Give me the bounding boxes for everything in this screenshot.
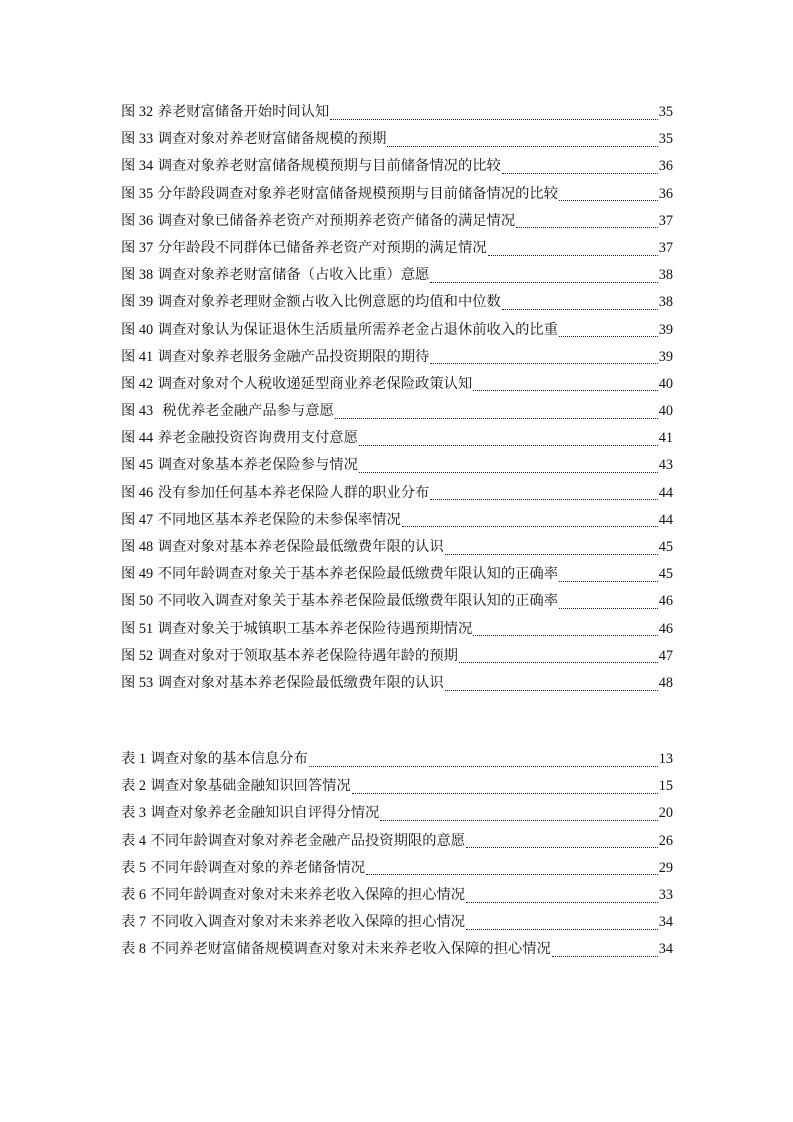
figure-title: 调查对象对基本养老保险最低缴费年限的认识 — [153, 539, 444, 555]
figure-entry[interactable] — [121, 181, 673, 208]
figure-page-number: 41 — [658, 430, 673, 447]
dot-leader — [473, 634, 657, 636]
figure-entry[interactable] — [121, 371, 673, 398]
figure-label: 图 48 — [121, 539, 154, 555]
figure-entry[interactable] — [121, 480, 673, 507]
dot-leader — [552, 955, 658, 957]
figure-label: 图 41 — [121, 348, 154, 365]
figure-entry[interactable] — [121, 153, 673, 180]
figure-page-number: 40 — [658, 403, 673, 420]
table-title: 不同年龄调查对象对养老金融产品投资期限的意愿 — [146, 832, 466, 849]
table-page-number: 13 — [658, 751, 673, 767]
figure-title: 不同地区基本养老保险的未参保率情况 — [153, 511, 401, 528]
figure-label: 图 40 — [121, 321, 154, 338]
table-title: 不同养老财富储备规模调查对象对未来养老收入保障的担心情况 — [146, 941, 551, 958]
figure-page-number: 44 — [658, 511, 673, 528]
dot-leader — [466, 901, 658, 903]
table-entry[interactable] — [121, 828, 673, 855]
figure-title: 调查对象养老理财金额占收入比例意愿的均值和中位数 — [153, 294, 501, 311]
table-title: 不同收入调查对象对未来养老收入保障的担心情况 — [146, 914, 466, 931]
figure-title: 分年龄段不同群体已储备养老资产对预期的满足情况 — [153, 239, 487, 256]
figure-title: 养老金融投资咨询费用支付意愿 — [153, 430, 358, 447]
table-page-number: 33 — [658, 886, 673, 903]
dot-leader — [359, 444, 658, 446]
figure-page-number: 39 — [658, 321, 673, 338]
figure-entry[interactable] — [121, 317, 673, 344]
dot-leader — [309, 765, 658, 767]
figure-entry[interactable] — [121, 507, 673, 534]
table-page-number: 34 — [658, 914, 673, 931]
figure-entry[interactable] — [121, 643, 673, 670]
dot-leader — [445, 553, 658, 555]
dot-leader — [380, 819, 657, 821]
figure-page-number: 39 — [658, 348, 673, 365]
table-page-number: 34 — [658, 941, 673, 958]
figure-page-number: 37 — [658, 239, 673, 256]
figure-title: 不同收入调查对象关于基本养老保险最低缴费年限认知的正确率 — [153, 593, 559, 610]
figure-page-number: 38 — [658, 267, 673, 284]
table-label: 表 2 — [121, 778, 147, 795]
figure-page-number: 44 — [658, 484, 673, 501]
dot-leader — [559, 335, 658, 337]
figure-page-number: 45 — [658, 539, 673, 555]
figure-page-number: 40 — [658, 375, 673, 392]
figure-page-number: 35 — [658, 131, 673, 148]
table-entry[interactable] — [121, 882, 673, 909]
figure-title: 分年龄段调查对象养老财富储备规模预期与目前储备情况的比较 — [153, 185, 559, 202]
table-title: 调查对象养老金融知识自评得分情况 — [146, 805, 380, 822]
figure-title: 调查对象已储备养老资产对预期养老资产储备的满足情况 — [153, 212, 516, 229]
figure-label: 图 50 — [121, 593, 154, 610]
table-entry[interactable] — [121, 936, 673, 963]
dot-leader — [430, 362, 657, 364]
figure-title: 调查对象对养老财富储备规模的预期 — [153, 131, 387, 148]
figure-title: 调查对象养老财富储备规模预期与目前储备情况的比较 — [153, 158, 501, 175]
figure-label: 图 44 — [121, 430, 154, 447]
figure-entry[interactable] — [121, 126, 673, 153]
dot-leader — [430, 498, 657, 500]
table-page-number: 29 — [658, 859, 673, 876]
figure-page-number: 35 — [658, 104, 673, 120]
figure-label: 图 49 — [121, 566, 154, 583]
table-label: 表 6 — [121, 886, 147, 903]
figure-label: 图 38 — [121, 267, 154, 284]
figure-title: 调查对象养老服务金融产品投资期限的期待 — [153, 348, 430, 365]
dot-leader — [402, 525, 658, 527]
table-title: 调查对象基础金融知识回答情况 — [146, 778, 351, 795]
table-entry[interactable] — [121, 800, 673, 827]
figure-entry[interactable] — [121, 534, 673, 561]
dot-leader — [445, 689, 658, 691]
table-title: 调查对象的基本信息分布 — [146, 751, 308, 767]
dot-leader — [335, 417, 658, 419]
figure-title: 调查对象养老财富储备（占收入比重）意愿 — [153, 267, 430, 284]
list-of-tables — [121, 746, 673, 964]
dot-leader — [366, 873, 658, 875]
figure-title: 没有参加任何基本养老保险人群的职业分布 — [153, 484, 430, 501]
table-label: 表 3 — [121, 805, 147, 822]
dot-leader — [516, 226, 658, 228]
figure-title: 养老财富储备开始时间认知 — [153, 104, 330, 120]
figure-entry[interactable] — [121, 398, 673, 425]
table-page-number: 26 — [658, 832, 673, 849]
figure-entry[interactable] — [121, 670, 673, 697]
figure-label: 图 42 — [121, 375, 154, 392]
dot-leader — [488, 254, 658, 256]
dot-leader — [466, 846, 658, 848]
dot-leader — [559, 199, 658, 201]
dot-leader — [559, 607, 658, 609]
figure-label: 图 36 — [121, 212, 154, 229]
figure-title: 调查对象基本养老保险参与情况 — [153, 457, 358, 474]
figure-label: 图 35 — [121, 185, 154, 202]
table-label: 表 7 — [121, 914, 147, 931]
list-of-figures — [121, 99, 673, 697]
dot-leader — [359, 471, 658, 473]
table-entry[interactable] — [121, 773, 673, 800]
figure-page-number: 43 — [658, 457, 673, 474]
dot-leader — [430, 281, 657, 283]
dot-leader — [352, 792, 658, 794]
figure-entry[interactable] — [121, 208, 673, 235]
figure-label: 图 46 — [121, 484, 154, 501]
figure-page-number: 45 — [658, 566, 673, 583]
figure-label: 图 45 — [121, 457, 154, 474]
table-entry[interactable] — [121, 746, 673, 773]
dot-leader — [559, 580, 658, 582]
figure-title: 调查对象关于城镇职工基本养老保险待遇预期情况 — [153, 620, 473, 637]
dot-leader — [473, 389, 657, 391]
dot-leader — [466, 928, 658, 930]
figure-entry[interactable] — [121, 425, 673, 452]
figure-label: 图 32 — [121, 104, 154, 120]
figure-label: 图 51 — [121, 620, 154, 637]
table-label: 表 5 — [121, 859, 147, 876]
table-label: 表 1 — [121, 751, 147, 767]
figure-label: 图 47 — [121, 511, 154, 528]
figure-entry[interactable] — [121, 588, 673, 615]
figure-entry[interactable] — [121, 99, 673, 126]
figure-page-number: 36 — [658, 158, 673, 175]
figure-entry[interactable] — [121, 235, 673, 262]
dot-leader — [387, 145, 657, 147]
figure-entry[interactable] — [121, 262, 673, 289]
dot-leader — [502, 308, 658, 310]
figure-label: 图 34 — [121, 158, 154, 175]
table-entry[interactable] — [121, 909, 673, 936]
figure-page-number: 46 — [658, 593, 673, 610]
figure-page-number: 37 — [658, 212, 673, 229]
table-title: 不同年龄调查对象对未来养老收入保障的担心情况 — [146, 886, 466, 903]
dot-leader — [502, 172, 658, 174]
figure-title: 不同年龄调查对象关于基本养老保险最低缴费年限认知的正确率 — [153, 566, 559, 583]
figure-page-number: 46 — [658, 620, 673, 637]
figure-page-number: 36 — [658, 185, 673, 202]
figure-label: 图 53 — [121, 674, 154, 691]
dot-leader — [330, 118, 657, 120]
figure-entry[interactable] — [121, 344, 673, 371]
figure-entry[interactable] — [121, 289, 673, 316]
figure-label: 图 37 — [121, 239, 154, 256]
figure-entry[interactable] — [121, 616, 673, 643]
figure-page-number: 38 — [658, 294, 673, 311]
figure-label: 图 39 — [121, 294, 154, 311]
figure-page-number: 47 — [658, 647, 673, 664]
table-page-number: 20 — [658, 805, 673, 822]
table-label: 表 4 — [121, 832, 147, 849]
figure-title: 调查对象认为保证退休生活质量所需养老金占退休前收入的比重 — [153, 321, 559, 338]
figure-label: 图 33 — [121, 131, 154, 148]
figure-entry[interactable] — [121, 561, 673, 588]
figure-title: 调查对象对个人税收递延型商业养老保险政策认知 — [153, 375, 473, 392]
figure-label: 图 43 — [121, 403, 154, 420]
figure-label: 图 52 — [121, 647, 154, 664]
figure-title: 税优养老金融产品参与意愿 — [153, 403, 334, 420]
dot-leader — [459, 661, 658, 663]
figure-entry[interactable] — [121, 452, 673, 479]
table-label: 表 8 — [121, 941, 147, 958]
table-page-number: 15 — [658, 778, 673, 795]
table-title: 不同年龄调查对象的养老储备情况 — [146, 859, 366, 876]
table-entry[interactable] — [121, 855, 673, 882]
figure-page-number: 48 — [658, 674, 673, 691]
figure-title: 调查对象对于领取基本养老保险待遇年龄的预期 — [153, 647, 458, 664]
figure-title: 调查对象对基本养老保险最低缴费年限的认识 — [153, 674, 444, 691]
